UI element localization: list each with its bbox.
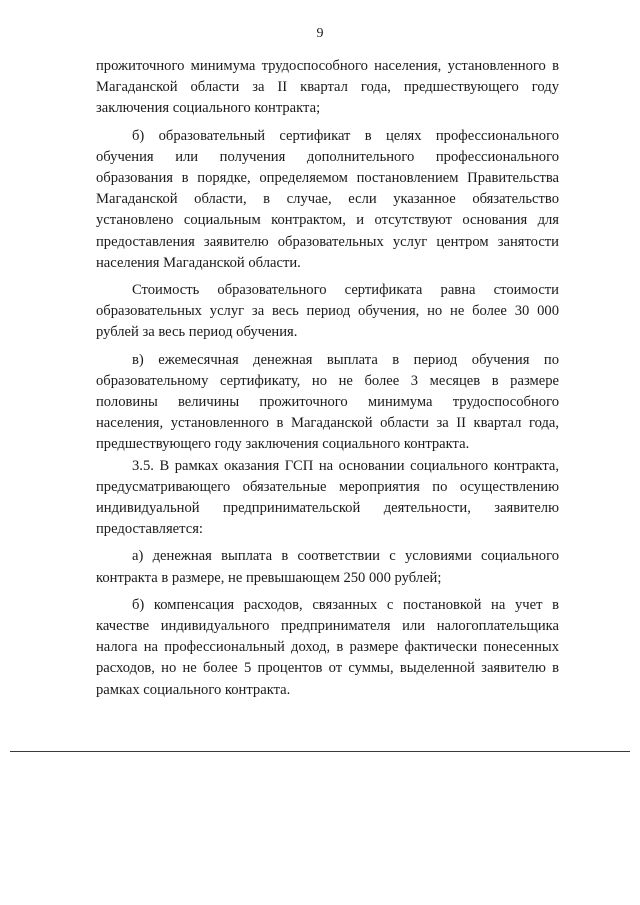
paragraph-certificate-cost: Стоимость образовательного сертификата равна стоимости образовательных услуг за весь период обучения, но не более 30 000 рублей за весь период обучения. xyxy=(96,282,559,341)
paragraph-section-3-5: 3.5. В рамках оказания ГСП на основании социального контракта, предусматривающего обязательные мероприятия по осуществлению индивидуальной предпринимательской деятельности, заявителю предоставляется: xyxy=(96,457,559,538)
document-body xyxy=(96,56,559,701)
page-number: 9 xyxy=(316,26,324,41)
paragraph-item-b-certificate: б) образовательный сертификат в целях профессионального обучения или получения дополнительного профессионального образования в порядке, определяемом постановлением Правительства Магаданской области, в случае, если указанное обязательство установлено социальным контрактом, и отсутствуют основания для предоставления заявителю образовательных услуг центром занятости населения Магаданской области. xyxy=(96,127,559,271)
footer-divider-line xyxy=(10,751,630,752)
paragraph-item-a-cash-payment: а) денежная выплата в соответствии с условиями социального контракта в размере, не превышающем 250 000 рублей; xyxy=(96,548,559,586)
paragraph-item-b-compensation: б) компенсация расходов, связанных с постановкой на учет в качестве индивидуального предпринимателя или налогоплательщика налога на профессиональный доход, в размере фактически понесенных расходов, но не более 5 процентов от суммы, выделенной заявителю в рамках социального контракта. xyxy=(96,596,559,698)
paragraph-item-v-monthly-payment: в) ежемесячная денежная выплата в период обучения по образовательному сертификату, но не более 3 месяцев в размере половины величины прожиточного минимума трудоспособного населения, установленного в Магаданской области за II квартал года, предшествующего году заключения социального контракта. xyxy=(96,351,559,453)
paragraph-continuation: прожиточного минимума трудоспособного населения, установленного в Магаданской области за II квартал года, предшествующего году заключения социального контракта; xyxy=(96,58,559,117)
